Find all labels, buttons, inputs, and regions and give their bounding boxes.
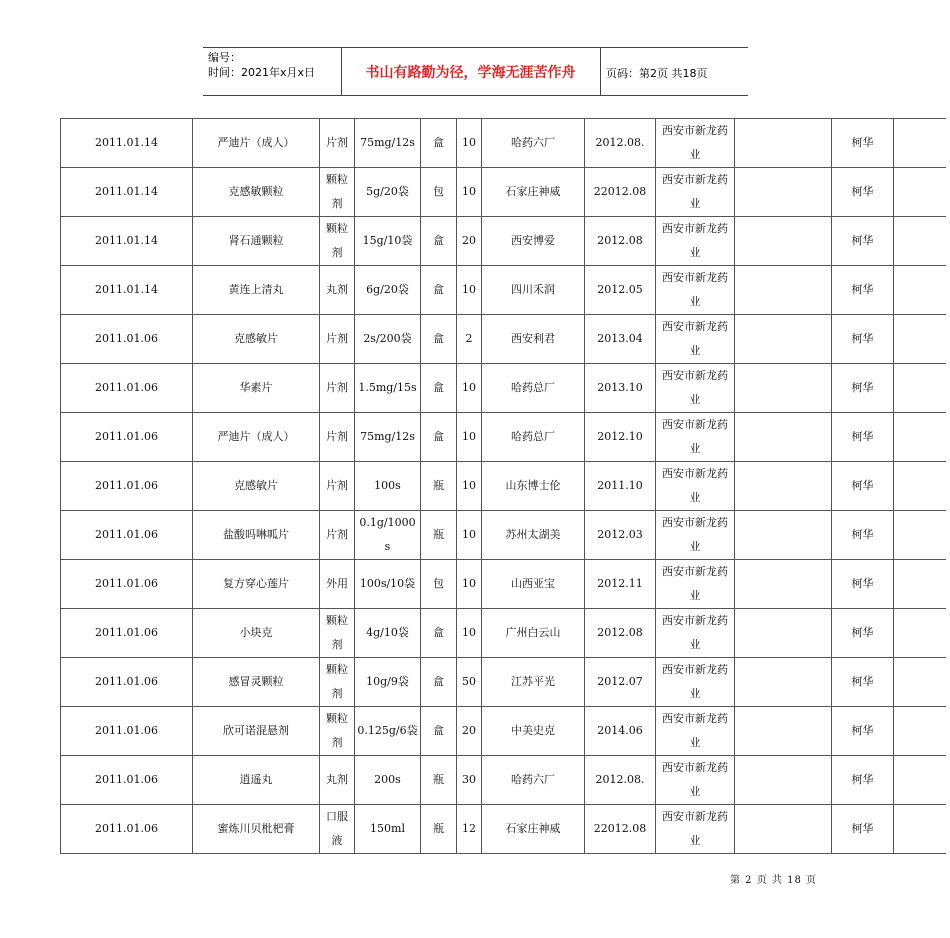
supplier-cell: 西安市新龙药业 bbox=[656, 413, 735, 462]
blank-cell bbox=[894, 168, 946, 217]
blank-cell bbox=[894, 413, 946, 462]
expiry-cell: 2012.08 bbox=[585, 217, 656, 266]
table-row bbox=[61, 217, 946, 266]
handler-cell: 柯华 bbox=[832, 462, 894, 511]
header-meta bbox=[208, 50, 315, 80]
blank-cell bbox=[894, 462, 946, 511]
form-cell: 片剂 bbox=[320, 315, 355, 364]
quantity-cell: 10 bbox=[457, 168, 482, 217]
date-cell: 2011.01.06 bbox=[61, 658, 193, 707]
manufacturer-cell: 哈药总厂 bbox=[482, 413, 585, 462]
blank-cell bbox=[735, 266, 832, 315]
handler-cell: 柯华 bbox=[832, 413, 894, 462]
manufacturer-cell: 江苏平光 bbox=[482, 658, 585, 707]
expiry-cell: 2013.10 bbox=[585, 364, 656, 413]
supplier-cell: 西安市新龙药业 bbox=[656, 756, 735, 805]
unit-cell: 盒 bbox=[421, 707, 457, 756]
quantity-cell: 30 bbox=[457, 756, 482, 805]
quantity-cell: 10 bbox=[457, 462, 482, 511]
expiry-cell: 22012.08 bbox=[585, 805, 656, 854]
manufacturer-cell: 四川禾润 bbox=[482, 266, 585, 315]
header-page-label: 页码：第2页 共18页 bbox=[606, 67, 708, 80]
handler-cell: 柯华 bbox=[832, 364, 894, 413]
page-header bbox=[203, 47, 748, 96]
unit-cell: 包 bbox=[421, 560, 457, 609]
manufacturer-cell: 苏州太湖美 bbox=[482, 511, 585, 560]
blank-cell bbox=[894, 315, 946, 364]
quantity-cell: 10 bbox=[457, 119, 482, 168]
spec-cell: 15g/10袋 bbox=[355, 217, 421, 266]
time-label: 时间：2021年x月x日 bbox=[208, 66, 316, 79]
unit-cell: 盒 bbox=[421, 658, 457, 707]
spec-cell: 2s/200袋 bbox=[355, 315, 421, 364]
expiry-cell: 2013.04 bbox=[585, 315, 656, 364]
blank-cell bbox=[735, 609, 832, 658]
form-cell: 丸剂 bbox=[320, 266, 355, 315]
spec-cell: 10g/9袋 bbox=[355, 658, 421, 707]
blank-cell bbox=[894, 707, 946, 756]
manufacturer-cell: 哈药总厂 bbox=[482, 364, 585, 413]
blank-cell bbox=[735, 119, 832, 168]
header-divider bbox=[600, 48, 601, 95]
spec-cell: 0.1g/1000s bbox=[355, 511, 421, 560]
date-cell: 2011.01.06 bbox=[61, 560, 193, 609]
unit-cell: 瓶 bbox=[421, 805, 457, 854]
blank-cell bbox=[735, 364, 832, 413]
name-cell: 黄连上清丸 bbox=[193, 266, 320, 315]
unit-cell: 盒 bbox=[421, 217, 457, 266]
date-cell: 2011.01.06 bbox=[61, 364, 193, 413]
spec-cell: 200s bbox=[355, 756, 421, 805]
name-cell: 逍遥丸 bbox=[193, 756, 320, 805]
date-cell: 2011.01.06 bbox=[61, 413, 193, 462]
unit-cell: 瓶 bbox=[421, 462, 457, 511]
supplier-cell: 西安市新龙药业 bbox=[656, 315, 735, 364]
name-cell: 严迪片（成人） bbox=[193, 119, 320, 168]
manufacturer-cell: 山东博士伦 bbox=[482, 462, 585, 511]
number-label: 编号： bbox=[208, 51, 241, 64]
form-cell: 口服液 bbox=[320, 805, 355, 854]
table-row bbox=[61, 266, 946, 315]
quantity-cell: 10 bbox=[457, 413, 482, 462]
supplier-cell: 西安市新龙药业 bbox=[656, 266, 735, 315]
supplier-cell: 西安市新龙药业 bbox=[656, 168, 735, 217]
blank-cell bbox=[894, 364, 946, 413]
name-cell: 肾石通颗粒 bbox=[193, 217, 320, 266]
handler-cell: 柯华 bbox=[832, 168, 894, 217]
blank-cell bbox=[894, 266, 946, 315]
date-cell: 2011.01.14 bbox=[61, 168, 193, 217]
quantity-cell: 10 bbox=[457, 560, 482, 609]
manufacturer-cell: 哈药六厂 bbox=[482, 756, 585, 805]
unit-cell: 包 bbox=[421, 168, 457, 217]
handler-cell: 柯华 bbox=[832, 511, 894, 560]
date-cell: 2011.01.14 bbox=[61, 119, 193, 168]
name-cell: 蜜炼川贝枇杷膏 bbox=[193, 805, 320, 854]
blank-cell bbox=[735, 413, 832, 462]
handler-cell: 柯华 bbox=[832, 707, 894, 756]
manufacturer-cell: 山西亚宝 bbox=[482, 560, 585, 609]
supplier-cell: 西安市新龙药业 bbox=[656, 707, 735, 756]
quantity-cell: 10 bbox=[457, 511, 482, 560]
expiry-cell: 2012.08. bbox=[585, 119, 656, 168]
name-cell: 复方穿心莲片 bbox=[193, 560, 320, 609]
form-cell: 片剂 bbox=[320, 364, 355, 413]
name-cell: 克感敏片 bbox=[193, 462, 320, 511]
date-cell: 2011.01.06 bbox=[61, 315, 193, 364]
spec-cell: 75mg/12s bbox=[355, 119, 421, 168]
expiry-cell: 2014.06 bbox=[585, 707, 656, 756]
handler-cell: 柯华 bbox=[832, 217, 894, 266]
table-row bbox=[61, 364, 946, 413]
spec-cell: 4g/10袋 bbox=[355, 609, 421, 658]
manufacturer-cell: 石家庄神威 bbox=[482, 805, 585, 854]
table-row bbox=[61, 756, 946, 805]
spec-cell: 100s/10袋 bbox=[355, 560, 421, 609]
name-cell: 小块克 bbox=[193, 609, 320, 658]
form-cell: 片剂 bbox=[320, 119, 355, 168]
handler-cell: 柯华 bbox=[832, 609, 894, 658]
spec-cell: 150ml bbox=[355, 805, 421, 854]
name-cell: 华素片 bbox=[193, 364, 320, 413]
supplier-cell: 西安市新龙药业 bbox=[656, 364, 735, 413]
table-row bbox=[61, 462, 946, 511]
blank-cell bbox=[735, 315, 832, 364]
supplier-cell: 西安市新龙药业 bbox=[656, 462, 735, 511]
table-row bbox=[61, 511, 946, 560]
blank-cell bbox=[735, 805, 832, 854]
form-cell: 片剂 bbox=[320, 462, 355, 511]
expiry-cell: 2012.03 bbox=[585, 511, 656, 560]
form-cell: 片剂 bbox=[320, 413, 355, 462]
table-row bbox=[61, 168, 946, 217]
blank-cell bbox=[735, 658, 832, 707]
unit-cell: 盒 bbox=[421, 266, 457, 315]
name-cell: 盐酸吗啉呱片 bbox=[193, 511, 320, 560]
table-row bbox=[61, 805, 946, 854]
expiry-cell: 2012.11 bbox=[585, 560, 656, 609]
quantity-cell: 2 bbox=[457, 315, 482, 364]
supplier-cell: 西安市新龙药业 bbox=[656, 217, 735, 266]
form-cell: 丸剂 bbox=[320, 756, 355, 805]
name-cell: 克感敏颗粒 bbox=[193, 168, 320, 217]
form-cell: 颗粒剂 bbox=[320, 658, 355, 707]
expiry-cell: 2012.05 bbox=[585, 266, 656, 315]
expiry-cell: 2012.07 bbox=[585, 658, 656, 707]
handler-cell: 柯华 bbox=[832, 119, 894, 168]
expiry-cell: 2012.10 bbox=[585, 413, 656, 462]
name-cell: 克感敏片 bbox=[193, 315, 320, 364]
name-cell: 严迪片（成人） bbox=[193, 413, 320, 462]
spec-cell: 100s bbox=[355, 462, 421, 511]
blank-cell bbox=[894, 805, 946, 854]
blank-cell bbox=[894, 217, 946, 266]
expiry-cell: 2012.08 bbox=[585, 609, 656, 658]
expiry-cell: 22012.08 bbox=[585, 168, 656, 217]
manufacturer-cell: 西安利君 bbox=[482, 315, 585, 364]
form-cell: 片剂 bbox=[320, 511, 355, 560]
date-cell: 2011.01.06 bbox=[61, 462, 193, 511]
header-motto: 书山有路勤为径，学海无涯苦作舟 bbox=[365, 65, 576, 81]
date-cell: 2011.01.14 bbox=[61, 266, 193, 315]
date-cell: 2011.01.06 bbox=[61, 707, 193, 756]
table-row bbox=[61, 707, 946, 756]
blank-cell bbox=[735, 560, 832, 609]
form-cell: 颗粒剂 bbox=[320, 707, 355, 756]
blank-cell bbox=[894, 560, 946, 609]
manufacturer-cell: 哈药六厂 bbox=[482, 119, 585, 168]
blank-cell bbox=[735, 707, 832, 756]
spec-cell: 75mg/12s bbox=[355, 413, 421, 462]
table-row bbox=[61, 658, 946, 707]
supplier-cell: 西安市新龙药业 bbox=[656, 560, 735, 609]
unit-cell: 盒 bbox=[421, 609, 457, 658]
quantity-cell: 20 bbox=[457, 707, 482, 756]
manufacturer-cell: 西安博爱 bbox=[482, 217, 585, 266]
blank-cell bbox=[735, 511, 832, 560]
spec-cell: 5g/20袋 bbox=[355, 168, 421, 217]
expiry-cell: 2012.08. bbox=[585, 756, 656, 805]
handler-cell: 柯华 bbox=[832, 658, 894, 707]
unit-cell: 盒 bbox=[421, 364, 457, 413]
handler-cell: 柯华 bbox=[832, 756, 894, 805]
form-cell: 颗粒剂 bbox=[320, 217, 355, 266]
blank-cell bbox=[894, 658, 946, 707]
table-row bbox=[61, 413, 946, 462]
table-row bbox=[61, 315, 946, 364]
expiry-cell: 2011.10 bbox=[585, 462, 656, 511]
blank-cell bbox=[735, 217, 832, 266]
quantity-cell: 10 bbox=[457, 609, 482, 658]
spec-cell: 1.5mg/15s bbox=[355, 364, 421, 413]
supplier-cell: 西安市新龙药业 bbox=[656, 609, 735, 658]
manufacturer-cell: 石家庄神威 bbox=[482, 168, 585, 217]
blank-cell bbox=[735, 462, 832, 511]
table-row bbox=[61, 119, 946, 168]
form-cell: 颗粒剂 bbox=[320, 168, 355, 217]
form-cell: 外用 bbox=[320, 560, 355, 609]
manufacturer-cell: 广州白云山 bbox=[482, 609, 585, 658]
handler-cell: 柯华 bbox=[832, 315, 894, 364]
quantity-cell: 10 bbox=[457, 266, 482, 315]
unit-cell: 盒 bbox=[421, 119, 457, 168]
blank-cell bbox=[894, 756, 946, 805]
supplier-cell: 西安市新龙药业 bbox=[656, 511, 735, 560]
name-cell: 欣可诺混悬剂 bbox=[193, 707, 320, 756]
quantity-cell: 12 bbox=[457, 805, 482, 854]
handler-cell: 柯华 bbox=[832, 805, 894, 854]
form-cell: 颗粒剂 bbox=[320, 609, 355, 658]
blank-cell bbox=[894, 609, 946, 658]
spec-cell: 0.125g/6袋 bbox=[355, 707, 421, 756]
unit-cell: 盒 bbox=[421, 315, 457, 364]
date-cell: 2011.01.06 bbox=[61, 756, 193, 805]
quantity-cell: 20 bbox=[457, 217, 482, 266]
medicine-table bbox=[60, 118, 946, 854]
supplier-cell: 西安市新龙药业 bbox=[656, 119, 735, 168]
manufacturer-cell: 中美史克 bbox=[482, 707, 585, 756]
handler-cell: 柯华 bbox=[832, 266, 894, 315]
name-cell: 感冒灵颗粒 bbox=[193, 658, 320, 707]
date-cell: 2011.01.06 bbox=[61, 805, 193, 854]
unit-cell: 盒 bbox=[421, 413, 457, 462]
date-cell: 2011.01.06 bbox=[61, 511, 193, 560]
date-cell: 2011.01.14 bbox=[61, 217, 193, 266]
blank-cell bbox=[894, 119, 946, 168]
supplier-cell: 西安市新龙药业 bbox=[656, 805, 735, 854]
quantity-cell: 10 bbox=[457, 364, 482, 413]
supplier-cell: 西安市新龙药业 bbox=[656, 658, 735, 707]
unit-cell: 瓶 bbox=[421, 511, 457, 560]
table-row bbox=[61, 609, 946, 658]
date-cell: 2011.01.06 bbox=[61, 609, 193, 658]
spec-cell: 6g/20袋 bbox=[355, 266, 421, 315]
blank-cell bbox=[735, 756, 832, 805]
blank-cell bbox=[735, 168, 832, 217]
table-row bbox=[61, 560, 946, 609]
handler-cell: 柯华 bbox=[832, 560, 894, 609]
quantity-cell: 50 bbox=[457, 658, 482, 707]
unit-cell: 瓶 bbox=[421, 756, 457, 805]
page-footer: 第 2 页 共 18 页 bbox=[730, 875, 817, 886]
blank-cell bbox=[894, 511, 946, 560]
